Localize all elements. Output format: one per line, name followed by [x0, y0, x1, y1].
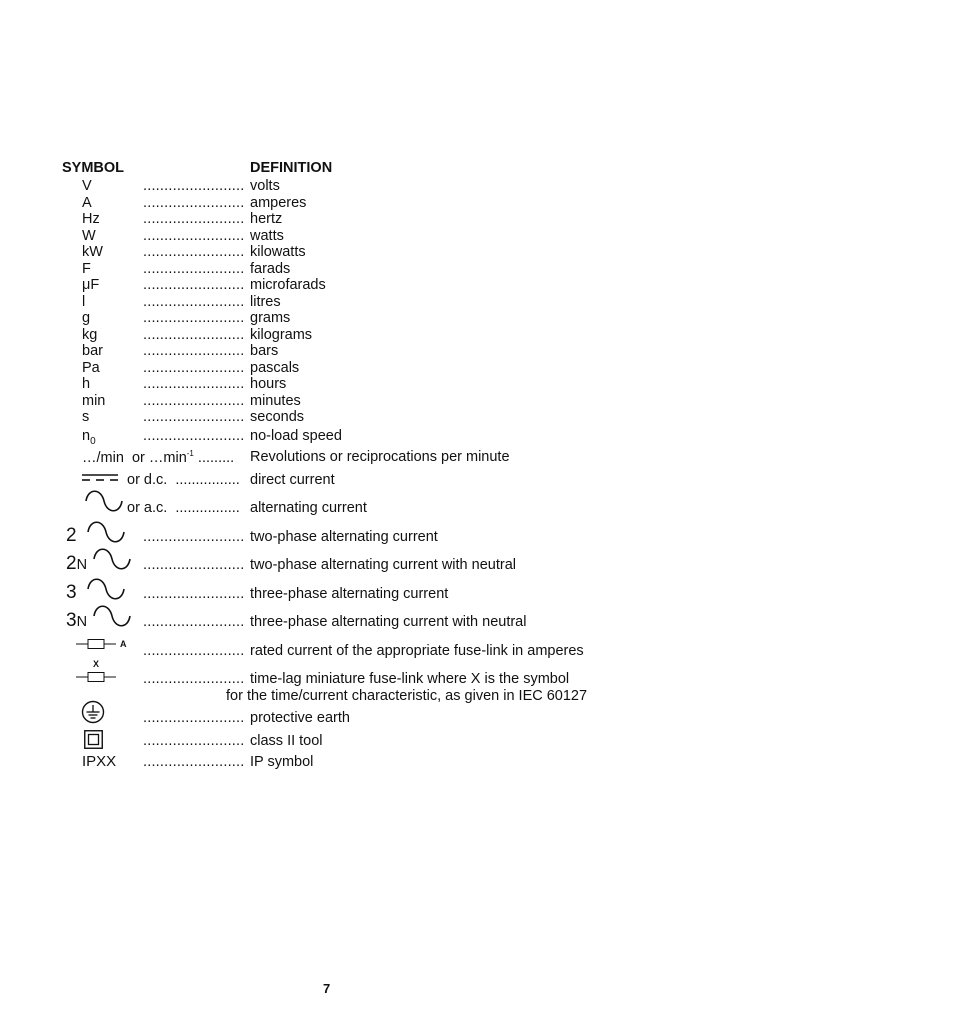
earth-definition: protective earth [250, 710, 350, 726]
dot-leader: ........................ [143, 194, 245, 211]
two-phase-definition: two-phase alternating current [250, 529, 438, 545]
timelag-x-mark: X [93, 659, 100, 669]
unit-definition: bars [250, 343, 279, 359]
unit-symbol: kg [82, 326, 98, 343]
unit-definition: hours [250, 376, 287, 392]
unit-symbol: Hz [82, 211, 100, 227]
three-phase-neutral-definition: three-phase alternating current with neutral [250, 614, 527, 630]
dot-leader: ........................ [143, 277, 245, 293]
unit-definition: microfarads [250, 277, 326, 293]
protective-earth-icon [81, 700, 105, 724]
ip-symbol: IPXX [82, 753, 117, 770]
fuse-ampere-mark: A [120, 639, 127, 649]
fuse-icon [76, 638, 116, 650]
dot-leader: ........................ [143, 428, 245, 444]
dot-leader: ........................ [143, 733, 245, 749]
unit-definition: hertz [250, 211, 283, 227]
unit-symbol: g [82, 310, 91, 326]
dot-leader: ........................ [143, 529, 245, 545]
page-number: 7 [323, 981, 331, 996]
dot-leader: ........................ [143, 211, 245, 227]
unit-definition: kilograms [250, 326, 313, 343]
dot-leader: ........................ [143, 359, 245, 376]
class-two-definition: class II tool [250, 733, 323, 749]
dot-leader: ........................ [143, 392, 245, 409]
dot-leader: ........................ [143, 343, 245, 359]
dc-symbol-label: or d.c. ................ [127, 472, 240, 488]
unit-definition: pascals [250, 359, 300, 376]
ac-wave-icon [94, 548, 130, 570]
time-lag-fuse-icon [76, 671, 116, 683]
two-phase-neutral-definition: two-phase alternating current with neutral [250, 557, 516, 573]
dot-leader: ........................ [143, 557, 245, 573]
unit-definition: kilowatts [250, 244, 306, 260]
noload-symbol: $n_0$ [82, 428, 96, 447]
dot-leader: ........................ [143, 260, 245, 277]
timelag-definition-continued: for the time/current characteristic, as given in IEC 60127 [226, 688, 588, 704]
unit-symbol: l [82, 293, 86, 310]
unit-symbol: μF [82, 277, 100, 293]
dot-leader: ........................ [143, 326, 245, 343]
dot-leader: ........................ [143, 244, 245, 260]
class-two-icon [84, 730, 103, 749]
unit-definition: seconds [250, 409, 305, 425]
dc-icon [82, 474, 118, 482]
unit-symbol: kW [82, 244, 103, 260]
two-phase-number: 2 [66, 525, 77, 546]
rpm-definition: Revolutions or reciprocations per minute [250, 449, 510, 465]
unit-definition: litres [250, 293, 281, 310]
unit-symbol: bar [82, 343, 103, 359]
noload-definition: no-load speed [250, 428, 342, 444]
unit-symbol: h [82, 376, 91, 392]
unit-symbol: F [82, 260, 91, 277]
unit-symbol: s [82, 409, 90, 425]
ac-symbol-label: or a.c. ................ [127, 500, 240, 516]
ac-wave-icon [94, 605, 130, 627]
dot-leader: ........................ [143, 710, 245, 726]
timelag-definition: time-lag miniature fuse-link where X is the symbol [250, 671, 570, 687]
three-phase-neutral-number: 3N [66, 610, 88, 631]
dot-leader: ........................ [143, 643, 245, 659]
definition-column-header: DEFINITION [250, 160, 333, 176]
unit-symbol: min [82, 392, 106, 409]
ac-icon [86, 490, 122, 512]
three-phase-definition: three-phase alternating current [250, 586, 449, 602]
unit-symbol: W [82, 227, 96, 244]
ac-wave-icon [88, 578, 124, 600]
dot-leader: ........................ [143, 614, 245, 630]
two-phase-neutral-number: 2N [66, 553, 88, 574]
rpm-symbol: …/min or $\dots\min^{-1}$ ......... [82, 449, 235, 466]
dot-leader: ........................ [143, 310, 245, 326]
unit-definition: volts [250, 178, 280, 194]
unit-symbol: V [82, 178, 92, 194]
unit-symbol: Pa [82, 359, 100, 376]
unit-definition: farads [250, 260, 291, 277]
unit-definition: minutes [250, 392, 301, 409]
dot-leader: ........................ [143, 409, 245, 425]
unit-definition: watts [250, 227, 284, 244]
ac-wave-icon [88, 521, 124, 543]
dot-leader: ........................ [143, 227, 245, 244]
dot-leader: ........................ [143, 376, 245, 392]
fuse-definition: rated current of the appropriate fuse-link in amperes [250, 643, 584, 659]
dot-leader: ........................ [143, 293, 245, 310]
dot-leader: ........................ [143, 671, 245, 687]
ac-definition: alternating current [250, 500, 367, 516]
three-phase-number: 3 [66, 582, 77, 603]
unit-definition: amperes [250, 194, 307, 211]
unit-symbol: A [82, 194, 92, 211]
unit-definition: grams [250, 310, 291, 326]
dot-leader: ........................ [143, 178, 245, 194]
dot-leader: ........................ [143, 754, 245, 770]
dot-leader: ........................ [143, 586, 245, 602]
symbol-column-header: SYMBOL [62, 160, 125, 176]
dc-definition: direct current [250, 472, 335, 488]
ip-definition: IP symbol [250, 754, 314, 770]
